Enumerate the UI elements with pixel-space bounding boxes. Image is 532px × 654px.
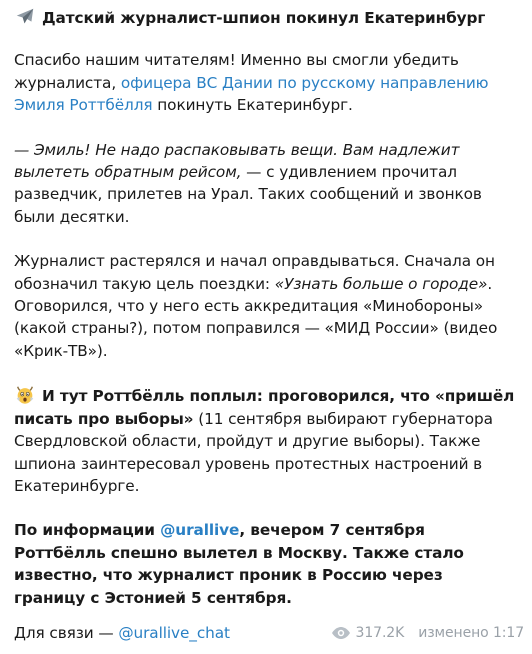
italic-quote: — Эмиль! Не надо распаковывать вещи. Вам надлежит вылететь обратным рейсом, [14,140,460,182]
eye-icon [331,626,351,640]
post-title-line [14,6,518,29]
post-title: Датский журналист-шпион покинул Екатеринбург [42,9,486,27]
paragraph-quote [14,139,518,229]
paragraph-text: — с удивлением прочитал разведчик, прилетев на Урал. Таких сообщений и звонков были десятки. [14,163,482,226]
mention-urallive[interactable]: @urallive [160,521,240,540]
edited-time: изменено 1:17 [418,624,524,641]
paragraph-elections [14,384,518,497]
airplane-icon [14,6,36,28]
post-footer [14,622,524,644]
post-meta [331,622,524,644]
paragraph-text: (11 сентября выбирают губернатора Свердловской области, пройдут и другие выборы). Также шпиона заинтересовал уровень протестных настроений в Екатеринбурге. [14,409,493,495]
paragraph-text: По информации [14,521,161,540]
bold-statement: И тут Роттбёлль поплыл: проговорился, что «пришёл писать про выборы» [14,387,515,428]
paragraph-thanks [14,49,518,116]
link-officer[interactable]: офицера ВС Дании по русскому направлению Эмиля Роттбёлля [14,73,489,115]
paragraph-text: Журналист растерялся и начал оправдываться. Сначала он обозначил такую цель поездки: [14,252,495,293]
italic-quote: «Узнать больше о городе» [274,274,488,293]
paragraph-departure [14,519,518,609]
paragraph-text: , вечером 7 сентября Роттбёлль спешно вылетел в Москву. Также стало известно, что журналист проник в Россию через границу с Эстонией 5 сентября. [14,521,464,607]
paragraph-text: Спасибо нашим читателям! Именно вы смогли убедить журналиста, [14,51,459,92]
shocked-face-icon [14,384,36,406]
paragraph-text: покинуть Екатеринбург. [152,96,353,115]
paragraph-excuses [14,250,518,362]
contact-label: Для связи — [14,623,119,642]
paragraph-text: . Оговорился, что у него есть аккредитация «Минобороны» (какой страны?), потом поправился — «МИД России» (видео «Крик-ТВ»). [14,274,498,360]
mention-urallive-chat[interactable]: @urallive_chat [118,623,230,642]
contact-line [14,622,230,644]
views-count: 317.2K [355,624,405,641]
